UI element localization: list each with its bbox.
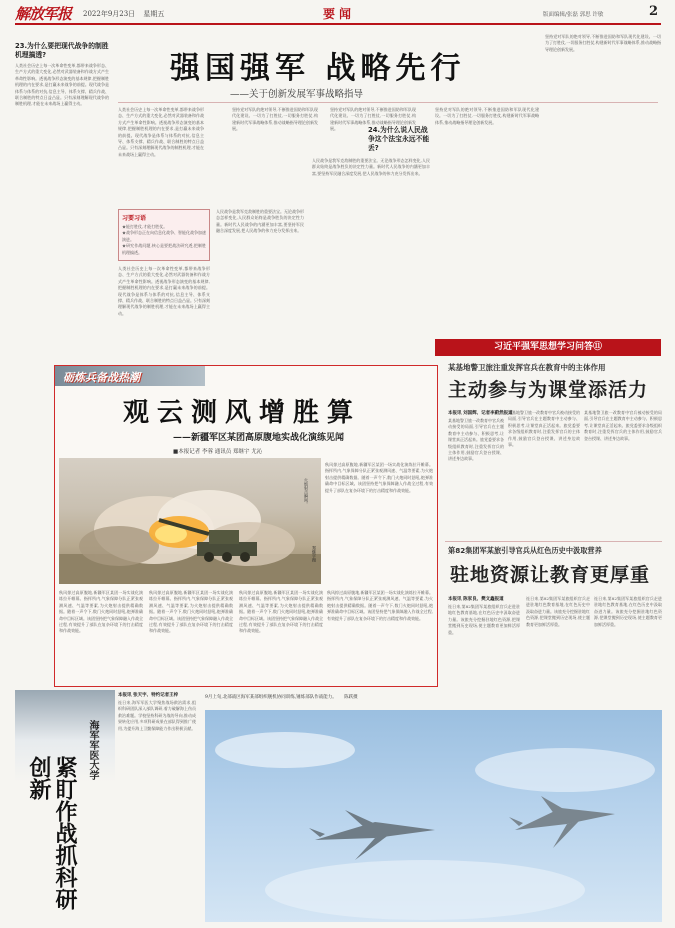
q23-body: 人类社会历史上每一次革命性变革,都带来战争形态、生产方式的重大变化,必然对武器装备和作战方式产生革命性影响。透视战争形态演变的基本规律,把握制胜机理的内在要求,是打赢未来战争的前提。现代战争是体系与体系的对抗,信息主导、体系支撑、精兵作战、联合制胜的特点日益凸显。只有深刻理解现代战争的制胜机理,才能在未来战场上赢得主动。 [15,63,109,107]
feature-photo-caption: 火炮射击瞬间。 [304,478,309,506]
story1-body-2: 某基地警卫旅一改教育中官兵被动接受的局面,引导官兵在主题教育中主动参与、积极思考,让课堂真正活起来。旅党委要求各级组织教育时,注重发挥官兵的主体作用,鼓励官兵登台授课、讲述身边故事。 [508,410,580,448]
issue-weekday: 星期五 [143,10,165,18]
story2-byline: 本报讯 陈家良、樊文鑫报道 [448,597,504,602]
story1-body-1: 某基地警卫旅一改教育中官兵被动接受的局面,引导官兵在主题教育中主动参与、积极思考,让课堂真正活起来。旅党委要求各级组织教育时,注重发挥官兵的主体作用,鼓励官兵登台授课、讲述身边故事。 [448,418,504,462]
masthead [15,0,661,25]
feature-kicker: 砺炼兵备战热潮 [63,371,140,384]
study-line-2: ★战争形态正在向信息化战争、智能化战争加速演进。 [122,230,206,242]
page-number: 2 [649,4,659,19]
right-col-text-1: 坚持党对军队的绝对领导,不断推进国防和军队现代化建设。一切为了打胜仗,一切服务打胜仗,构建新时代军事战略体系,推动战略指导理论创新发展。 [435,107,539,125]
banner-headline: 强国强军 战略先行 [170,51,466,86]
photo-note [205,694,662,700]
story1-headline: 主动参与为课堂添活力 [448,379,649,401]
banner-article-col2: 坚持党对军队的绝对领导,不断推进国防和军队现代化建设。一切为了打胜仗,一切服务打胜仗,构建新时代军事战略体系,推动战略指导理论创新发展。 [232,107,318,132]
story3-byline: 本报讯 张天宇、特约记者王梓 [118,693,179,698]
feature-body-col2: 秋风掠过高原腹地,新疆军区某团一场实战化演练拉开帷幕。指挥所内,气象保障分队正紧张观测风速、气温等要素,为火炮射击提供精确数据。随着一声令下,数门火炮同时怒吼,炮弹准确命中目标区域。该团坚持把气象保障融入作战全过程,有效提升了部队在复杂环境下的打击精度和作战效能。 [149,590,233,634]
feature-byline: ■本报记者 李蓉 通讯员 郑继宇 尤沁 [173,449,263,455]
story3-headline: 紧盯作战抓科研创新 [26,756,78,910]
story2-body-3: 连日来,第82集团军某旅组织官兵走进驻地红色教育基地,在红色历史中汲取奋进力量。该旅充分挖掘驻地红色资源,把课堂搬到历史现场,使主题教育更加鲜活厚重。 [594,596,662,627]
feature-photo-credit: 郑继宇摄 [312,546,317,562]
feature-photo [59,458,321,584]
q24-title: 24.为什么说人民战争这个法宝永远不能丢? [368,126,430,152]
feature-box [54,365,438,687]
q24-body: 人民战争是我军克敌制胜的重要法宝。无论战争形态怎样变化,人民群众始终是战争胜负的决定性力量。新时代人民战争的内涵更加丰富,要坚持军民融合深度发展,把人民战争的伟力充分发挥出来。 [312,158,430,176]
story1-byline: 本报讯 刘国辉、记者李蔚然报道 [448,411,513,416]
feature-kicker-banner [55,366,205,386]
feature-body-col3: 秋风掠过高原腹地,新疆军区某团一场实战化演练拉开帷幕。指挥所内,气象保障分队正紧张观测风速、气温等要素,为火炮射击提供精确数据。随着一声令下,数门火炮同时怒吼,炮弹准确命中目标区域。该团坚持把气象保障融入作战全过程,有效提升了部队在复杂环境下的打击精度和作战效能。 [239,590,323,634]
q23-title: 23.为什么要把现代战争的制胜机理搞透? [15,42,109,59]
story2-headline: 驻地资源让教育更厚重 [450,564,651,586]
feature-body-right: 秋风掠过高原腹地,新疆军区某团一场实战化演练拉开帷幕。指挥所内,气象保障分队正紧张观测风速、气温等要素,为火炮射击提供精确数据。随着一声令下,数门火炮同时怒吼,炮弹准确命中目标区域。该团坚持把气象保障融入作战全过程,有效提升了部队在复杂环境下的打击精度和作战效能。 [325,462,433,493]
banner-subhead: ——关于创新发展军事战略指导 [230,89,364,100]
feature-subhead: ——新疆军区某团高原腹地实战化演练见闻 [173,433,345,443]
study-box [118,209,210,261]
fighter-jets-illustration [205,710,662,922]
photo-note-credit: 陈跃摄 [344,695,358,700]
study-box-title: 习要习语 [122,215,147,222]
photo-note-text: 9月上旬,北部战区海军某部组织舰机协同训练,锤炼部队作战能力。 [205,695,337,700]
story1-body-3: 某基地警卫旅一改教育中官兵被动接受的局面,引导官兵在主题教育中主动参与、积极思考,让课堂真正活起来。旅党委要求各级组织教育时,注重发挥官兵的主体作用,鼓励官兵登台授课、讲述身边故事。 [584,410,662,441]
feature-headline: 观云测风增胜算 [123,398,362,428]
story2-body-2: 连日来,第82集团军某旅组织官兵走进驻地红色教育基地,在红色历史中汲取奋进力量。该旅充分挖掘驻地红色资源,把课堂搬到历史现场,使主题教育更加鲜活厚重。 [526,596,590,627]
section-label: 要闻 [323,7,356,21]
issue-date: 2022年9月23日 [83,10,136,18]
banner-article-col1: 人类社会历史上每一次革命性变革,都带来战争形态、生产方式的重大变化,必然对武器装备和作战方式产生革命性影响。透视战争形态演变的基本规律,把握制胜机理的内在要求,是打赢未来战争的前提。现代战争是体系与体系的对抗,信息主导、体系支撑、精兵作战、联合制胜的特点日益凸显。只有深刻理解现代战争的制胜机理,才能在未来战场上赢得主动。 [118,107,204,157]
edition-editors: 版面编辑/张磊 郭思 许敏 [543,12,604,18]
story1-subhead: 某基地警卫旅注重发挥官兵在教育中的主体作用 [448,363,606,372]
right-col-text-2: 坚持党对军队的绝对领导,不断推进国防和军队现代化建设。一切为了打胜仗,一切服务打胜仗,构建新时代军事战略体系,推动战略指导理论创新发展。 [545,34,661,52]
feature-body-col4: 秋风掠过高原腹地,新疆军区某团一场实战化演练拉开帷幕。指挥所内,气象保障分队正紧张观测风速、气温等要素,为火炮射击提供精确数据。随着一声令下,数门火炮同时怒吼,炮弹准确命中目标区域。该团坚持把气象保障融入作战全过程,有效提升了部队在复杂环境下的打击精度和作战效能。 [327,590,433,621]
artillery-fire-illustration [59,458,321,584]
col-text-a: 人类社会历史上每一次革命性变革,都带来战争形态、生产方式的重大变化,必然对武器装备和作战方式产生革命性影响。透视战争形态演变的基本规律,把握制胜机理的内在要求,是打赢未来战争的前提。现代战争是体系与体系的对抗,信息主导、体系支撑、精兵作战、联合制胜的特点日益凸显。只有深刻理解现代战争的制胜机理,才能在未来战场上赢得主动。 [118,266,210,316]
aircraft-photo [205,710,662,922]
newspaper-logo: 解放军报 [15,5,72,23]
study-line-3: ★研究作战问题,核心是要把战法研究透,把制胜机理搞透。 [122,243,206,255]
story2-body-1: 连日来,第82集团军某旅组织官兵走进驻地红色教育基地,在红色历史中汲取奋进力量。该旅充分挖掘驻地红色资源,把课堂搬到历史现场,使主题教育更加鲜活厚重。 [448,604,520,635]
feature-body-col1: 秋风掠过高原腹地,新疆军区某团一场实战化演练拉开帷幕。指挥所内,气象保障分队正紧张观测风速、气温等要素,为火炮射击提供精确数据。随着一声令下,数门火炮同时怒吼,炮弹准确命中目标区域。该团坚持把气象保障融入作战全过程,有效提升了部队在复杂环境下的打击精度和作战效能。 [59,590,143,634]
story2-subhead: 第82集团军某旅引导官兵从红色历史中汲取营养 [448,546,602,555]
series-banner: 习近平强军思想学习问答⑪ [435,339,661,356]
study-line-1: ★能打胜仗,才能打胜仗。 [122,224,168,229]
story3-title: 海军军医大学 [87,720,98,780]
story3-body-1: 连日来,海军军医大学聚焦战场救治需求,组织科研团队深入部队调研,着力破解海上伤员救治难题。学校坚持科研为战的导向,推动成果转化应用,多项科研成果在部队得到推广使用,为提升海上卫勤保障能力作出积极贡献。 [118,700,196,731]
banner-article-col3: 坚持党对军队的绝对领导,不断推进国防和军队现代化建设。一切为了打胜仗,一切服务打胜仗,构建新时代军事战略体系,推动战略指导理论创新发展。 [330,107,416,132]
col-text-c: 人民战争是我军克敌制胜的重要法宝。无论战争形态怎样变化,人民群众始终是战争胜负的决定性力量。新时代人民战争的内涵更加丰富,要坚持军民融合深度发展,把人民战争的伟力充分发挥出来。 [216,209,304,234]
